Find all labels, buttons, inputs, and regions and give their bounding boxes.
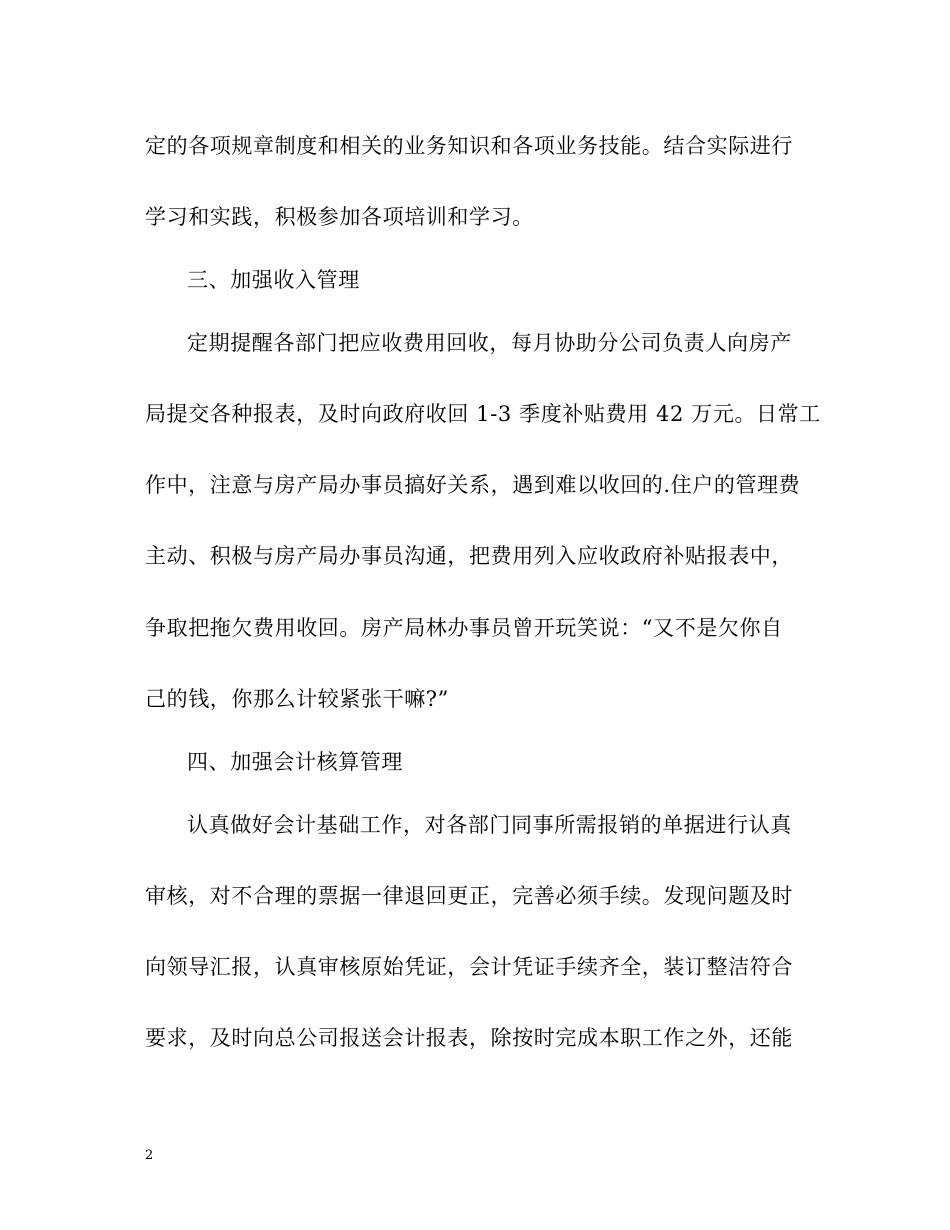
section-heading: 三、加强收入管理 xyxy=(187,268,360,292)
body-text-line: 定期提醒各部门把应收费用回收，每月协助分公司负责人向房产 xyxy=(187,331,792,355)
body-text-line: 要求，及时向总公司报送会计报表，除按时完成本职工作之外，还能 xyxy=(145,1026,793,1050)
body-text-line: 主动、积极与房产局办事员沟通，把费用列入应收政府补贴报表中， xyxy=(145,544,793,568)
body-text-line: 学习和实践，积极参加各项培训和学习。 xyxy=(145,205,534,229)
body-text-line: 向领导汇报，认真审核原始凭证，会计凭证手续齐全，装订整洁符合 xyxy=(145,955,793,979)
body-text-line: 审核，对不合理的票据一律退回更正，完善必须手续。发现问题及时 xyxy=(145,884,793,908)
body-text-line: 己的钱，你那么计较紧张干嘛?” xyxy=(145,687,449,711)
body-text-line: 作中，注意与房产局办事员搞好关系，遇到难以收回的.住户的管理费 xyxy=(145,473,801,497)
section-heading: 四、加强会计核算管理 xyxy=(187,750,403,774)
page-number: 2 xyxy=(145,1148,154,1163)
body-text-line: 认真做好会计基础工作，对各部门同事所需报销的单据进行认真 xyxy=(187,813,792,837)
body-text-line: 定的各项规章制度和相关的业务知识和各项业务技能。结合实际进行 xyxy=(145,134,793,158)
body-text-line: 局提交各种报表，及时向政府收回 1-3 季度补贴费用 42 万元。日常工 xyxy=(145,402,821,426)
body-text-line: 争取把拖欠费用收回。房产局林办事员曾开玩笑说：“又不是欠你自 xyxy=(145,616,783,640)
